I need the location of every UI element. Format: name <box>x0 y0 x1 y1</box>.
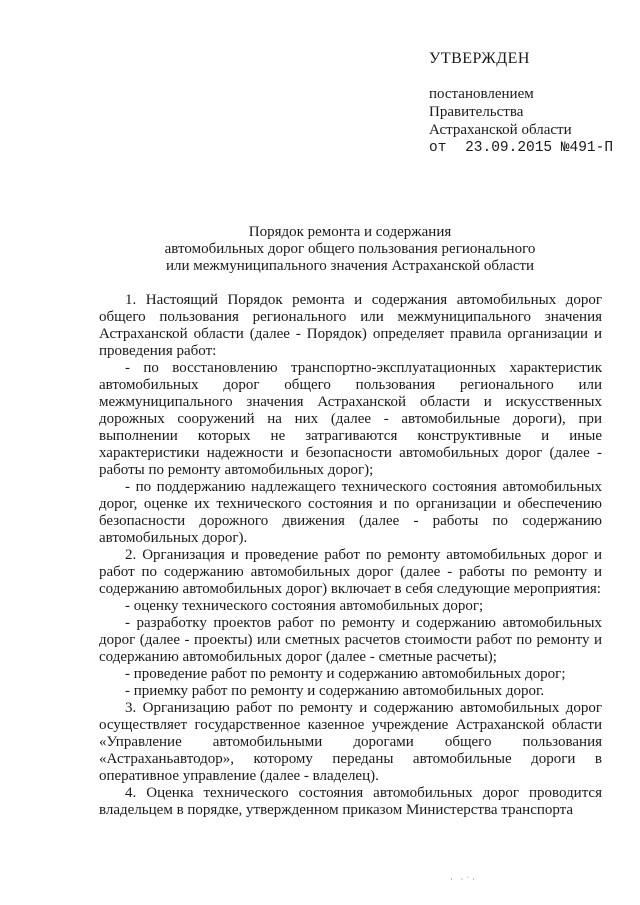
approval-block <box>429 50 613 157</box>
paragraph-1-item-2: - по поддержанию надлежащего технического состояния автомобильных дорог, оценке их технического состояния и по организации и обеспечению безопасности дорожного движения (далее - работы по содержанию автомобильных дорог). <box>99 479 602 546</box>
paragraph-2: 2. Организация и проведение работ по ремонту автомобильных дорог и работ по содержанию автомобильных дорог (далее - работы по ремонту и содержанию автомобильных дорог) включает в себя следующие мероприятия: <box>99 547 602 597</box>
paragraph-2-item-4: - приемку работ по ремонту и содержанию автомобильных дорог. <box>125 683 545 699</box>
approval-line-2: Правительства <box>429 104 524 120</box>
paragraph-1: 1. Настоящий Порядок ремонта и содержания автомобильных дорог общего пользования регионального или межмуниципального значения Астраханской области (далее - Порядок) определяет правила организации и проведения работ: <box>99 292 602 359</box>
approval-date-line <box>429 139 613 157</box>
paragraph-3: 3. Организацию работ по ремонту и содержанию автомобильных дорог осуществляет государственное казенное учреждение Астраханской области «Управление автомобильными дорогами общего пользования «Астраханьавтодор», которому переданы автомобильные дороги в оперативное управление (далее - владелец). <box>99 700 602 784</box>
paragraph-4: 4. Оценка технического состояния автомобильных дорог проводится владельцем в порядке, утвержденном приказом Министерства транспорта <box>99 785 602 818</box>
approval-date: 23.09.2015 <box>465 140 553 156</box>
paragraph-2-item-3: - проведение работ по ремонту и содержанию автомобильных дорог; <box>125 666 566 682</box>
title-line-2: автомобильных дорог общего пользования регионального <box>164 241 536 257</box>
paragraph-2-item-2: - разработку проектов работ по ремонту и содержанию автомобильных дорог (далее - проекты) или сметных расчетов стоимости работ по ремонту и содержанию автомобильных дорог (далее - сметные расчеты); <box>99 615 602 665</box>
approval-line-3: Астраханской области <box>429 122 572 138</box>
approval-number: №491-П <box>560 140 614 156</box>
approval-line-1: постановлением <box>429 86 534 102</box>
title-line-1: Порядок ремонта и содержания <box>248 224 452 240</box>
document-title <box>100 224 600 275</box>
approval-heading: УТВЕРЖДЕН <box>429 50 530 67</box>
date-prefix: от <box>429 140 447 156</box>
title-line-3: или межмуниципального значения Астраханской области <box>165 258 535 274</box>
document-body <box>99 292 602 819</box>
paragraph-1-item-1: - по восстановлению транспортно-эксплуатационных характеристик автомобильных дорог общего пользования регионального или межмуниципального значения Астраханской области и искусственных дорожных сооружений на них (далее - автомобильные дороги), при выполнении которых не затрагиваются конструктивные и иные характеристики надежности и безопасности автомобильных дорог (далее - работы по ремонту автомобильных дорог); <box>99 360 602 478</box>
scan-mark: · ·˙· <box>450 875 478 884</box>
paragraph-2-item-1: - оценку технического состояния автомобильных дорог; <box>125 598 484 614</box>
